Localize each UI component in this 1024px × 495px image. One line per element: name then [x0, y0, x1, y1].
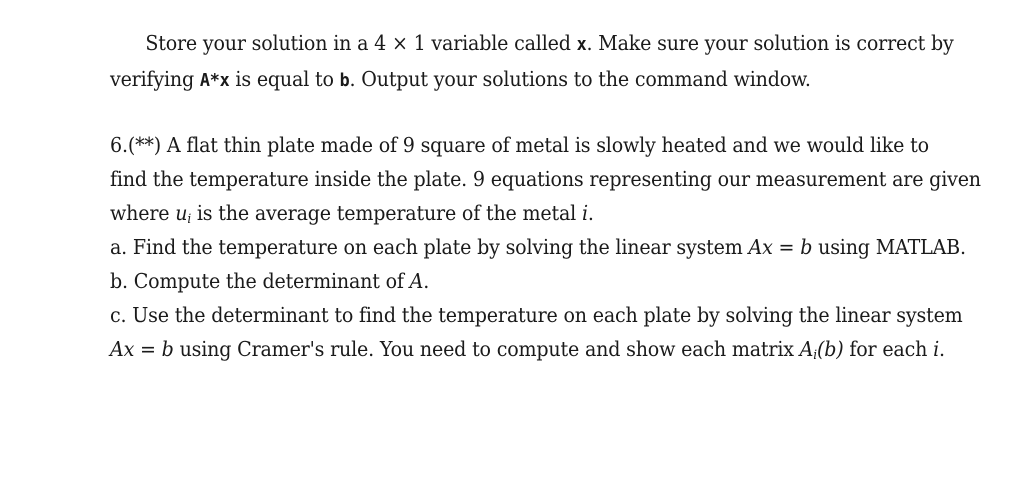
- math-equation: Ax = b: [110, 337, 174, 361]
- text: for each: [843, 337, 934, 361]
- part-b: [110, 264, 858, 298]
- text: .: [423, 269, 430, 293]
- text: Store your solution in a 4 × 1 variable called: [145, 31, 577, 55]
- code-b: b: [339, 70, 350, 91]
- problem-6-line-2: find the temperature inside the plate. 9 equations representing our measurement are given: [110, 167, 981, 191]
- problem-6-line-1: 6.(**) A flat thin plate made of 9 square of metal is slowly heated and we would like to: [110, 133, 929, 157]
- text: where: [110, 201, 176, 225]
- math-A: A: [799, 337, 814, 361]
- math-u: u: [175, 201, 188, 225]
- text: .: [938, 337, 945, 361]
- math-A: A: [409, 269, 424, 293]
- text: . Make sure your solution is correct by: [586, 31, 954, 55]
- math-arg-b: (b): [816, 337, 844, 361]
- intro-line-2: [110, 62, 858, 98]
- text: is the average temperature of the metal: [191, 201, 582, 225]
- math-sub-i: i: [813, 348, 817, 363]
- paragraph-gap: [110, 98, 914, 128]
- math-i: i: [933, 337, 939, 361]
- text: verifying: [110, 67, 200, 91]
- code-x: x: [576, 34, 587, 55]
- math-equation: Ax = b: [748, 235, 813, 259]
- text: using MATLAB.: [812, 235, 966, 259]
- text: b. Compute the determinant of: [110, 269, 410, 293]
- code-ax: A*x: [199, 70, 230, 91]
- text: .: [587, 201, 594, 225]
- part-c-line-1: c. Use the determinant to find the temperature on each plate by solving the linear system: [110, 303, 963, 327]
- text: . Output your solutions to the command window.: [349, 67, 811, 91]
- math-sub-i: i: [187, 212, 192, 227]
- problem-text: [110, 26, 981, 366]
- text: is equal to: [229, 67, 340, 91]
- problem-6-line-3: [110, 196, 858, 230]
- intro-line-1: [110, 26, 954, 62]
- math-i: i: [581, 201, 588, 225]
- part-a: [110, 230, 966, 264]
- text: using Cramer's rule. You need to compute and show each matrix: [173, 337, 800, 361]
- part-c-line-2: [110, 332, 945, 366]
- text: a. Find the temperature on each plate by solving the linear system: [110, 235, 749, 259]
